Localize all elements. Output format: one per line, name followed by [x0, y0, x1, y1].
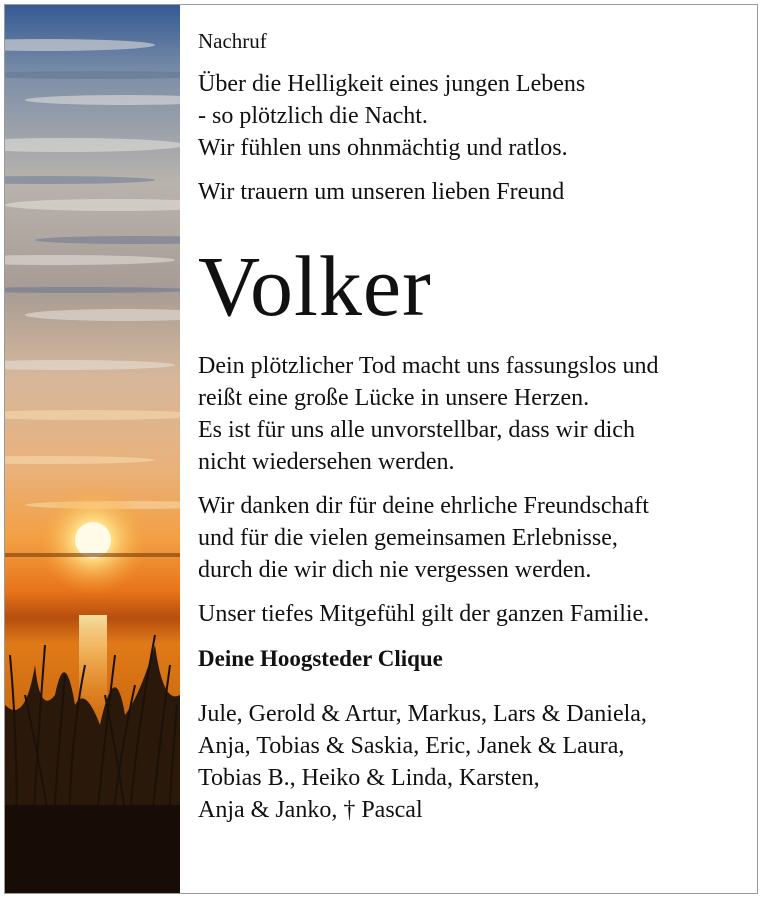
paragraph-1: [198, 350, 746, 478]
paragraph-line: Es ist für uns alle unvorstellbar, dass wir dich: [198, 417, 635, 443]
paragraph-line: nicht wiedersehen werden.: [198, 449, 455, 475]
intro-line: Wir trauern um unseren lieben Freund: [198, 179, 565, 205]
paragraph-line: Wir danken dir für deine ehrliche Freundschaft: [198, 493, 649, 519]
obituary-text: [198, 25, 746, 826]
paragraph-line: und für die vielen gemeinsamen Erlebnisse,: [198, 525, 618, 551]
sympathy-line: Unser tiefes Mitgefühl gilt der ganzen Familie.: [198, 601, 650, 627]
paragraph-2: [198, 490, 746, 586]
obituary-card: [4, 4, 758, 894]
members-line: Jule, Gerold & Artur, Markus, Lars & Daniela,: [198, 701, 647, 727]
verse-line: Wir fühlen uns ohnmächtig und ratlos.: [198, 135, 568, 161]
sunset-dune-image: [5, 5, 180, 893]
members-line: Anja & Janko, † Pascal: [198, 797, 423, 823]
members-list: [198, 698, 746, 826]
verse-line: Über die Helligkeit eines jungen Lebens: [198, 71, 586, 97]
paragraph-line: reißt eine große Lücke in unsere Herzen.: [198, 385, 590, 411]
sunset-photo: [5, 5, 180, 893]
heading-label: Nachruf: [198, 29, 267, 53]
members-line: Tobias B., Heiko & Linda, Karsten,: [198, 765, 540, 791]
verse-line: - so plötzlich die Nacht.: [198, 103, 428, 129]
deceased-name: Volker: [198, 238, 432, 334]
paragraph-line: Dein plötzlicher Tod macht uns fassungslos und: [198, 353, 659, 379]
members-line: Anja, Tobias & Saskia, Eric, Janek & Laura,: [198, 733, 625, 759]
paragraph-line: durch die wir dich nie vergessen werden.: [198, 557, 592, 583]
signature: Deine Hoogsteder Clique: [198, 646, 443, 671]
verse: [198, 68, 746, 164]
